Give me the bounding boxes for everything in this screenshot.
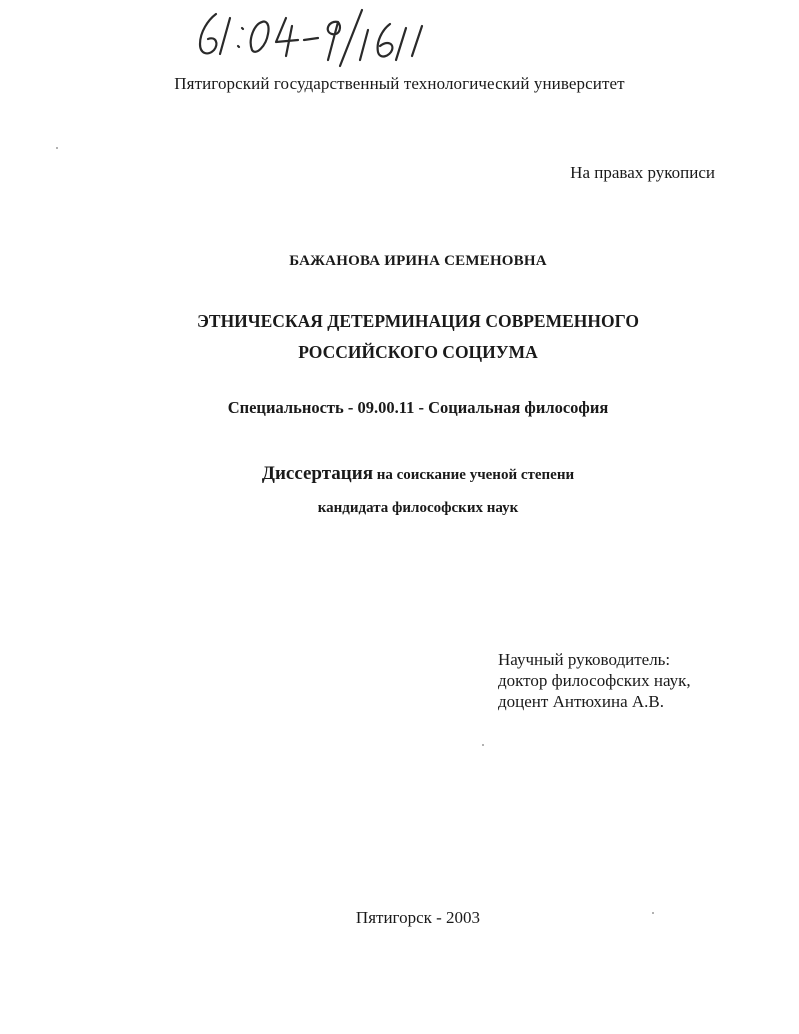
supervisor-block — [498, 649, 691, 712]
supervisor-label: Научный руководитель: — [498, 650, 671, 669]
scan-speck — [56, 147, 58, 149]
dissertation-title-line-1: ЭТНИЧЕСКАЯ ДЕТЕРМИНАЦИЯ СОВРЕМЕННОГО — [197, 311, 639, 331]
city-and-year: Пятигорск - 2003 — [355, 908, 481, 927]
degree-line-2: кандидата философских наук — [317, 500, 519, 516]
dissertation-title — [0, 306, 799, 368]
specialty-line: Специальность - 09.00.11 - Социальная философия — [227, 398, 609, 417]
author-name: БАЖАНОВА ИРИНА СЕМЕНОВНА — [289, 253, 547, 269]
supervisor-name: доцент Антюхина А.В. — [498, 692, 665, 711]
dissertation-title-line-2: РОССИЙСКОГО СОЦИУМА — [298, 342, 538, 362]
manuscript-rights-note: На правах рукописи — [570, 163, 715, 182]
degree-line-1-rest: на соискание ученой степени — [376, 467, 575, 483]
handwritten-shelfmark — [190, 6, 440, 68]
supervisor-degree: доктор философских наук, — [498, 671, 691, 690]
dissertation-word: Диссертация — [261, 463, 373, 484]
university-name: Пятигорский государственный технологический университет — [174, 74, 625, 93]
degree-line-1 — [0, 457, 799, 492]
degree-statement — [0, 457, 799, 525]
scan-speck — [652, 912, 654, 914]
scan-speck — [482, 744, 484, 746]
